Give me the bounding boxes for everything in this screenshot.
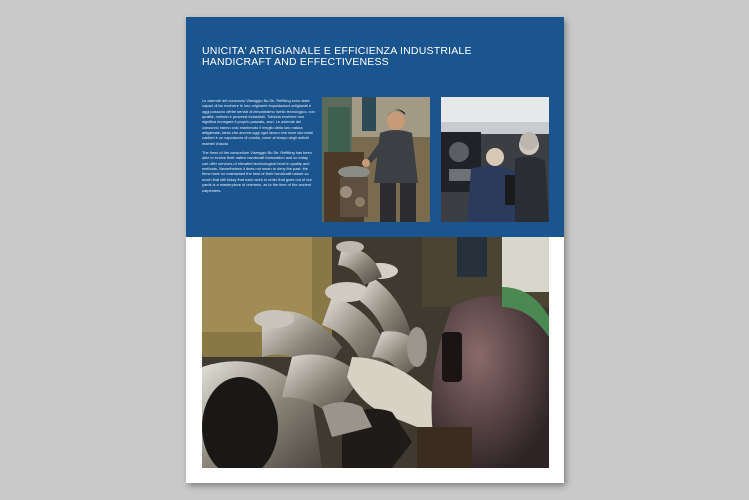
page-title [202,46,542,68]
worker-at-machine-photo [322,97,430,222]
title-italian: UNICITA' ARTIGIANALE E EFFICIENZA INDUSTRIALE [202,45,472,57]
body-text [202,98,315,197]
welding-pipes-photo [202,237,549,468]
brochure-page [186,17,564,483]
paragraph-english: The firms of the consortium Viareggio Bo.Se. Refitting has been able to evolve their native handicraft formulation and so today can offer services of elevated technological level in quality and methods. Nevertheless it does not mean to deny the past: the firms have so maintained the best of their handicraft nature so much that still today that each work to order that goes out of our yards is a masterpiece of oneness, as to the time of the ancient carpenters. [202,150,312,193]
engine-room-photo [441,97,549,222]
paragraph-italian: Le aziende del consorzio Viareggio Bo.Se. Refitting sono state capaci di far evolvere le loro originarie impostazioni artigianali e oggi possono offrire servizi di elevatissimo livello tecnologico, con qualità, metodo e processi industriali. Tuttavia evolvere non significa rinnegare il proprio passato, anzi. Le aziende del consorzio hanno così mantenuto il meglio della loro natura artigianale, tanto che ancora oggi ogni lavoro che esce dai nostri cantieri è un capolavoro di unicità, come al tempo degli antichi maestri d'ascia [202,98,315,146]
title-english: HANDICRAFT AND EFFECTIVENESS [202,56,389,68]
